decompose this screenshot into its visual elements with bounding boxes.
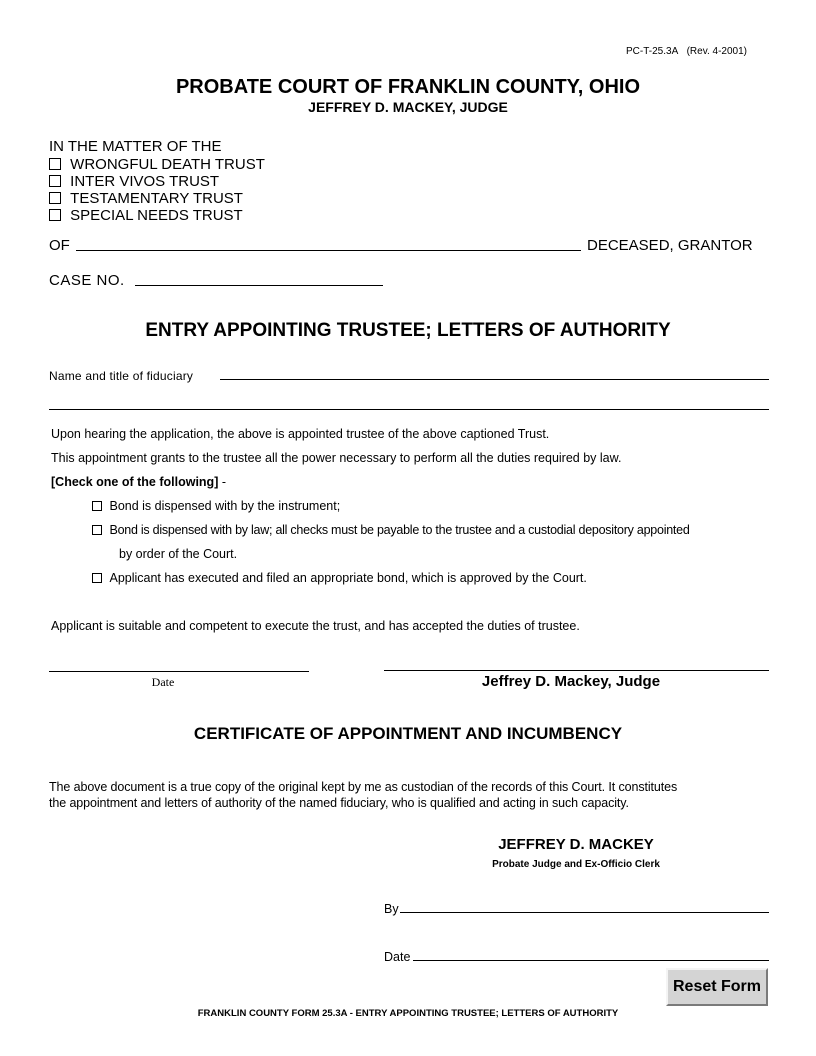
- bond-option-instrument[interactable]: [92, 499, 340, 513]
- checkbox[interactable]: [92, 573, 102, 583]
- clerk-title: Probate Judge and Ex-Officio Clerk: [492, 859, 660, 870]
- form-footer: FRANKLIN COUNTY FORM 25.3A - ENTRY APPOINTING TRUSTEE; LETTERS OF AUTHORITY: [197, 1008, 619, 1019]
- certificate-date-field[interactable]: [413, 960, 769, 961]
- check-instruction-label: [Check one of the following]: [51, 475, 219, 489]
- certificate-text-line2: the appointment and letters of authority of the named fiduciary, who is qualified and acting in such capacity.: [49, 796, 629, 810]
- certificate-text-line1: The above document is a true copy of the original kept by me as custodian of the records of this Court. It constitutes: [49, 780, 678, 794]
- form-number: PC-T-25.3A: [626, 46, 679, 57]
- court-title: PROBATE COURT OF FRANKLIN COUNTY, OHIO: [175, 76, 641, 98]
- bond-option-filed[interactable]: [92, 571, 587, 585]
- matter-label: IN THE MATTER OF THE: [49, 138, 222, 155]
- powers-paragraph: This appointment grants to the trustee all the power necessary to perform all the duties required by law.: [51, 451, 622, 465]
- entry-title: ENTRY APPOINTING TRUSTEE; LETTERS OF AUTHORITY: [145, 320, 671, 341]
- bond-option-label: Bond is dispensed with by law; all checks must be payable to the trustee and a custodial depository appointed: [109, 523, 690, 537]
- judge-signature-line[interactable]: [384, 670, 769, 671]
- suitable-paragraph: Applicant is suitable and competent to execute the trust, and has accepted the duties of trustee.: [51, 619, 580, 633]
- trust-option-label: INTER VIVOS TRUST: [70, 173, 220, 190]
- appointment-paragraph: Upon hearing the application, the above is appointed trustee of the above captioned Trust.: [51, 427, 550, 441]
- bond-option-by-law[interactable]: [92, 523, 690, 537]
- by-label: By: [384, 902, 399, 916]
- trust-option-label: WRONGFUL DEATH TRUST: [70, 156, 265, 173]
- reset-form-button[interactable]: Reset Form: [666, 968, 768, 1006]
- case-number-field[interactable]: [135, 285, 383, 286]
- trust-option-inter-vivos[interactable]: [49, 173, 219, 190]
- checkbox[interactable]: [49, 175, 61, 187]
- checkbox[interactable]: [92, 525, 102, 535]
- trust-option-testamentary[interactable]: [49, 190, 243, 207]
- deceased-grantor-label: DECEASED, GRANTOR: [587, 237, 753, 254]
- certificate-date-label: Date: [384, 950, 411, 964]
- clerk-name: JEFFREY D. MACKEY: [498, 836, 654, 853]
- checkbox[interactable]: [49, 158, 61, 170]
- checkbox[interactable]: [49, 209, 61, 221]
- bond-option-by-law-continued: by order of the Court.: [119, 547, 238, 561]
- of-label: OF: [49, 237, 70, 254]
- fiduciary-label: Name and title of fiduciary: [49, 369, 194, 383]
- by-signature-field[interactable]: [400, 912, 769, 913]
- case-no-label: CASE NO.: [49, 272, 125, 289]
- certificate-title: CERTIFICATE OF APPOINTMENT AND INCUMBENCY: [193, 724, 623, 743]
- trust-option-label: TESTAMENTARY TRUST: [70, 190, 243, 207]
- fiduciary-field-line2[interactable]: [49, 409, 769, 410]
- trust-option-special-needs[interactable]: [49, 207, 243, 224]
- trust-option-label: SPECIAL NEEDS TRUST: [70, 207, 243, 224]
- form-code: [626, 46, 747, 57]
- check-instruction-dash: -: [218, 475, 226, 489]
- judge-heading: JEFFREY D. MACKEY, JUDGE: [308, 99, 508, 115]
- decedent-name-field[interactable]: [76, 250, 581, 251]
- fiduciary-field[interactable]: [220, 379, 769, 380]
- check-instruction: [51, 475, 226, 489]
- entry-date-label: Date: [151, 675, 175, 689]
- judge-signature-name: Jeffrey D. Mackey, Judge: [481, 673, 661, 690]
- bond-option-label: Bond is dispensed with by the instrument;: [109, 499, 341, 513]
- trust-option-wrongful-death[interactable]: [49, 156, 265, 173]
- form-revision: (Rev. 4-2001): [686, 46, 747, 57]
- checkbox[interactable]: [92, 501, 102, 511]
- bond-option-label: Applicant has executed and filed an appropriate bond, which is approved by the Court.: [109, 571, 587, 585]
- entry-date-field[interactable]: [49, 671, 309, 672]
- checkbox[interactable]: [49, 192, 61, 204]
